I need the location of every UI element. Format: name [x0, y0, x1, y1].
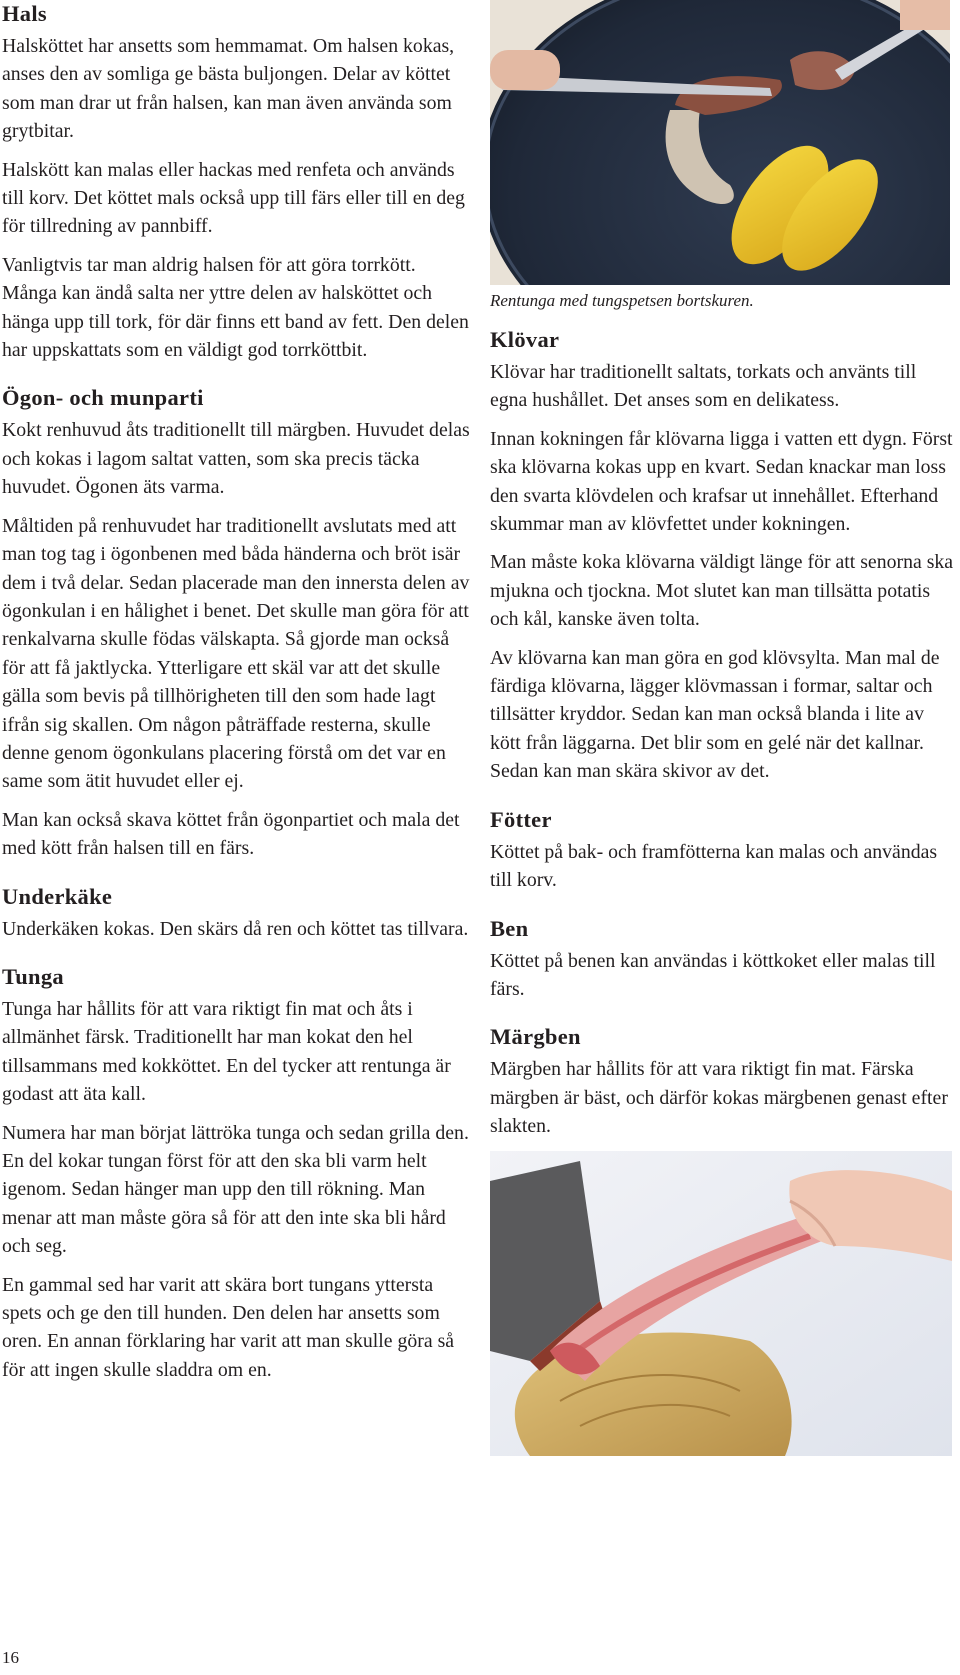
page-number: 16: [2, 1648, 19, 1667]
photo-marrow-bone-image: [490, 1151, 952, 1456]
paragraph: Man kan också skava köttet från ögonpartiet och mala det med kött från halsen till en färs.: [2, 808, 460, 860]
section-heading: Hals: [2, 1, 47, 26]
section-heading: Fötter: [490, 806, 552, 832]
paragraph: Innan kokningen får klövarna ligga i vatten ett dygn. Först ska klövarna kokas upp en kvart. Sedan knackar man loss den svarta klövdelen och krafsar ut innehållet. Efterhand skummar man av klövfettet under kokningen.: [490, 427, 953, 536]
paragraph: Numera har man börjat lättröka tunga och sedan grilla den. En del kokar tungan först för att den ska bli varm helt igenom. Sedan hänger man upp den till rökning. Man menar att man måste göra så för att den inte ska bli hård och seg.: [2, 1121, 469, 1258]
paragraph: Halskött kan malas eller hackas med renfeta och används till korv. Det köttet mals också upp till färs eller till en deg för tillredning av pannbiff.: [2, 158, 465, 238]
section-heading: Tunga: [2, 963, 64, 989]
section-heading: Märgben: [490, 1024, 581, 1050]
section-klovar: [490, 326, 955, 786]
photo-caption: Rentunga med tungspetsen bortskuren.: [490, 291, 754, 310]
paragraph: Man måste koka klövarna väldigt länge för att senorna ska mjukna och tjockna. Mot slutet kan man tillsätta potatis och kål, kanske även tolta.: [490, 551, 954, 631]
paragraph: Av klövarna kan man göra en god klövsylta. Man mal de färdiga klövarna, lägger klövmassan i formar, saltar och tillsätter kryddor. Sedan kan man också blanda i lite av kött från läggarna. Det blir som en gelé när det kallnar. Sedan kan man skära skivor av det.: [490, 646, 940, 783]
photo-reindeer-tongue-image: [490, 0, 950, 285]
section-ogon-och-munparti: [2, 384, 472, 862]
left-column: [2, 0, 472, 1404]
right-column: [490, 0, 955, 1456]
section-heading: Klövar: [490, 327, 560, 352]
section-hals: [2, 0, 472, 364]
paragraph: Köttet på bak- och framfötterna kan malas och användas till korv.: [490, 840, 938, 892]
section-tunga: [2, 963, 472, 1384]
section-heading: Ögon- och munparti: [2, 385, 204, 411]
paragraph: Måltiden på renhuvudet har traditionellt avslutats med att man tog tag i ögonbenen med båda händerna och bröt isär dem i två delar. Sedan placerade man den innersta delen av ögonkulan i en hålighet i benet. Det skulle man göra för att renkalvarna skulle födas välskapta. Så gjorde man också för att få jaktlycka. Ytterligare ett skäl var att det skulle gälla som bevis på tillhörigheten till den som hade lagt ifrån sig skallen. Om någon påträffade resterna, skulle denne genom ögonkulans placering förstå om det var en same som ätit huvudet eller ej.: [2, 514, 470, 793]
section-heading: Underkäke: [2, 883, 113, 909]
paragraph: Märgben har hållits för att vara riktigt fin mat. Färska märgben är bäst, och därför kokas märgbenen genast efter slakten.: [490, 1058, 948, 1138]
paragraph: Underkäken kokas. Den skärs då ren och köttet tas tillvara.: [2, 917, 469, 940]
paragraph: Klövar har traditionellt saltats, torkats och använts till egna hushållet. Det anses som en delikatess.: [490, 361, 917, 412]
paragraph: Halsköttet har ansetts som hemmamat. Om halsen kokas, anses den av somliga ge bästa buljongen. Delar av köttet som man drar ut från halsen, kan man även använda som grytbitar.: [2, 35, 455, 143]
section-underkake: [2, 883, 472, 943]
section-ben: [490, 915, 955, 1004]
photo-marrow-bone: [490, 1151, 952, 1456]
paragraph: Köttet på benen kan användas i köttkoket eller malas till färs.: [490, 949, 936, 1000]
section-fotter: [490, 806, 955, 895]
paragraph: En gammal sed har varit att skära bort tungans yttersta spets och ge den till hunden. Den delen har ansetts som oren. En annan förklaring har varit att man skulle göra så för att ingen skulle sladdra om en.: [2, 1273, 455, 1381]
photo-reindeer-tongue: [490, 0, 950, 285]
paragraph: Vanligtvis tar man aldrig halsen för att göra torrkött. Många kan ändå salta ner yttre delen av halsköttet och hänga upp till tork, för där finns ett band av fett. Den delen har uppskattats som en väldigt god torrköttbit.: [2, 253, 469, 362]
section-margben: [490, 1023, 955, 1140]
paragraph: Tunga har hållits för att vara riktigt fin mat och åts i allmänhet färsk. Traditionellt har man kokat den hel tillsammans med kokköttet. En del tycker att rentunga är godast att äta kall.: [2, 997, 451, 1106]
paragraph: Kokt renhuvud åts traditionellt till märgben. Huvudet delas och kokas i lagom saltat vatten, som ska precis täcka huvudet. Ögonen äts varma.: [2, 419, 470, 499]
section-heading: Ben: [490, 915, 529, 941]
